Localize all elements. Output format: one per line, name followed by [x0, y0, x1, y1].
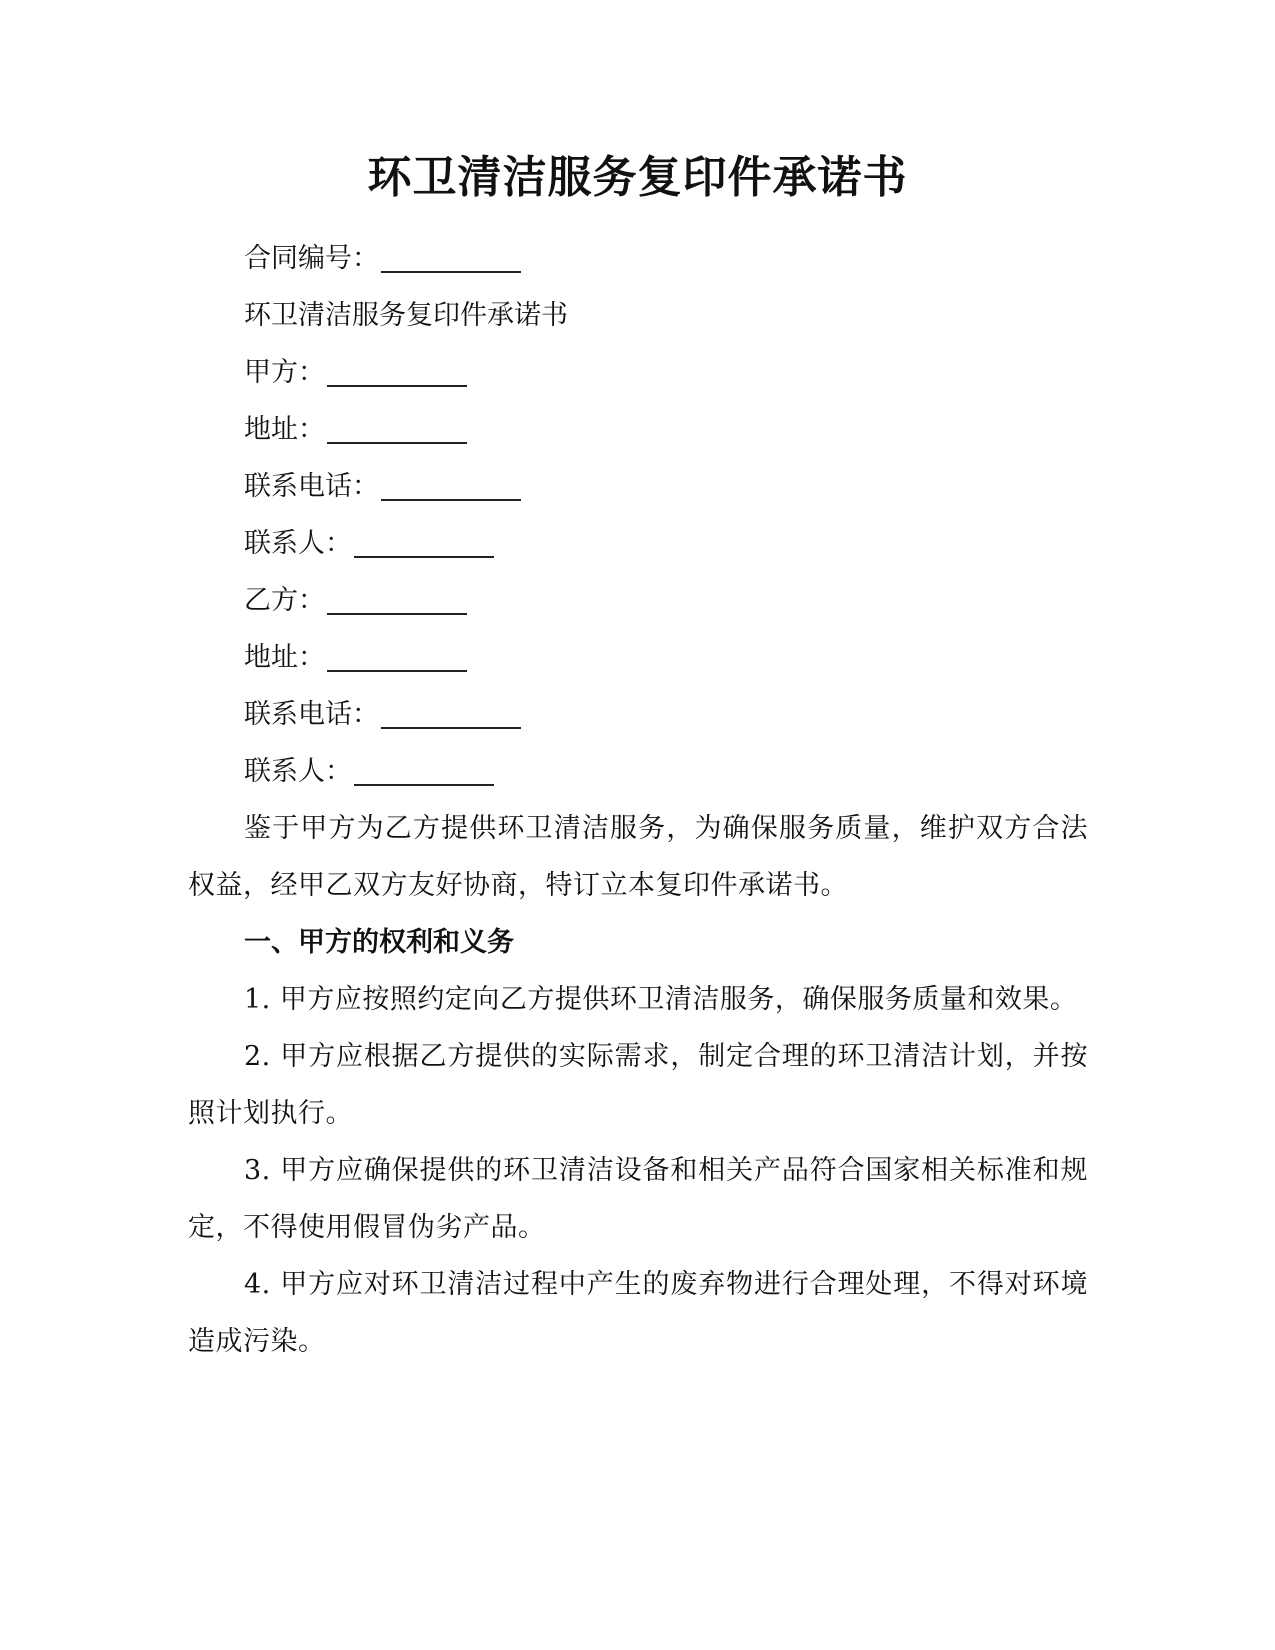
party-a-phone-line [188, 458, 1088, 515]
party-a-phone-blank [381, 499, 521, 501]
party-b-contact-line [188, 743, 1088, 800]
clause-item: 3. 甲方应确保提供的环卫清洁设备和相关产品符合国家相关标准和规定，不得使用假冒伪劣产品。 [188, 1155, 1088, 1243]
clause-item: 2. 甲方应根据乙方提供的实际需求，制定合理的环卫清洁计划，并按照计划执行。 [188, 1041, 1088, 1129]
party-a-label: 甲方： [244, 357, 325, 388]
contract-no-line [188, 230, 1088, 287]
party-a-line [188, 344, 1088, 401]
party-b-line [188, 572, 1088, 629]
document-body [188, 230, 1088, 1370]
party-a-address-line [188, 401, 1088, 458]
party-b-phone-label: 联系电话： [244, 699, 379, 730]
party-b-phone-line [188, 686, 1088, 743]
party-b-label: 乙方： [244, 585, 325, 616]
contract-no-blank [381, 271, 521, 273]
party-a-contact-line [188, 515, 1088, 572]
party-a-contact-label: 联系人： [244, 528, 352, 559]
party-b-address-label: 地址： [244, 642, 325, 673]
party-a-blank [327, 385, 467, 387]
party-a-address-blank [327, 442, 467, 444]
document-subtitle: 环卫清洁服务复印件承诺书 [244, 300, 568, 331]
preamble-paragraph: 鉴于甲方为乙方提供环卫清洁服务，为确保服务质量，维护双方合法权益，经甲乙双方友好协商，特订立本复印件承诺书。 [188, 813, 1088, 901]
party-b-contact-blank [354, 784, 494, 786]
document-title: 环卫清洁服务复印件承诺书 [367, 152, 908, 203]
party-a-address-label: 地址： [244, 414, 325, 445]
party-b-blank [327, 613, 467, 615]
party-b-phone-blank [381, 727, 521, 729]
clause-item: 1. 甲方应按照约定向乙方提供环卫清洁服务，确保服务质量和效果。 [244, 984, 1078, 1015]
party-b-address-line [188, 629, 1088, 686]
section-heading: 一、甲方的权利和义务 [244, 927, 514, 958]
contract-no-label: 合同编号： [244, 243, 379, 274]
party-a-phone-label: 联系电话： [244, 471, 379, 502]
party-a-contact-blank [354, 556, 494, 558]
party-b-address-blank [327, 670, 467, 672]
party-b-contact-label: 联系人： [244, 756, 352, 787]
clause-item: 4. 甲方应对环卫清洁过程中产生的废弃物进行合理处理，不得对环境造成污染。 [188, 1269, 1088, 1357]
